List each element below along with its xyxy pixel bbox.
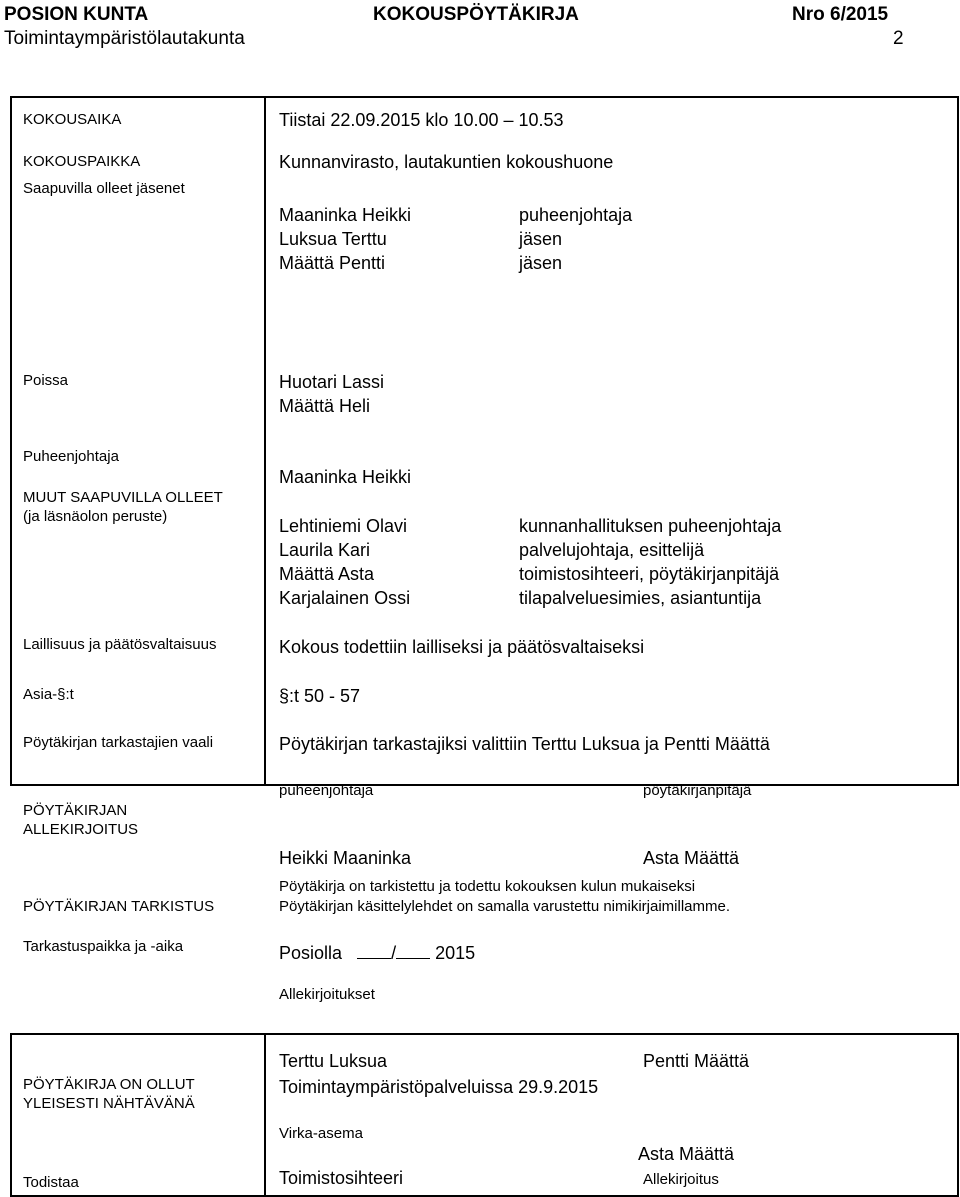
meeting-time-label: KOKOUSAIKA [23,111,122,128]
items-value: §:t 50 - 57 [279,686,361,706]
other-name: Määttä Asta [279,564,375,584]
board-name: Toimintaympäristölautakunta [4,28,245,49]
municipality-name: POSION KUNTA [4,4,149,25]
other-name: Lehtiniemi Olavi [279,516,408,536]
signature-section-label-2: ALLEKIRJOITUS [23,821,139,838]
other-role: kunnanhallituksen puheenjohtaja [519,516,782,536]
absent-member: Määttä Heli [279,396,371,416]
absent-member: Huotari Lassi [279,372,385,392]
display-box [10,1033,959,1197]
signer-position: Toimistosihteeri [279,1168,404,1188]
member-role: jäsen [519,229,563,249]
display-label: PÖYTÄKIRJA ON OLLUT [23,1076,195,1093]
inspector-2-name: Pentti Määttä [643,1051,750,1071]
legality-value: Kokous todettiin lailliseksi ja päätösvaltaiseksi [279,637,645,657]
display-location-date: Toimintaympäristöpalveluissa 29.9.2015 [279,1077,599,1097]
inspection-text-2: Pöytäkirjan käsittelylehdet on samalla varustettu nimikirjaimillamme. [279,898,731,915]
absent-members [279,370,384,418]
page-number: 2 [893,28,904,49]
secretary-role-caption: pöytäkirjanpitäjä [643,782,752,799]
chair-role-caption: puheenjohtaja [279,782,374,799]
inspection-place-date [279,943,475,964]
other-name: Karjalainen Ossi [279,588,411,608]
member-role: puheenjohtaja [519,205,633,225]
others-names [279,514,410,610]
signatures-label: Allekirjoitukset [279,986,375,1003]
others-basis-label: (ja läsnäolon peruste) [23,508,168,525]
chair-label: Puheenjohtaja [23,448,119,465]
other-role: tilapalveluesimies, asiantuntija [519,588,762,608]
present-members-roles [519,203,632,275]
others-roles [519,514,781,610]
inspection-text-1: Pöytäkirja on tarkistettu ja todettu kokouksen kulun mukaiseksi [279,878,696,895]
inspection-label: PÖYTÄKIRJAN TARKISTUS [23,898,215,915]
date-separator: / [391,943,397,963]
present-members-label: Saapuvilla olleet jäsenet [23,180,185,197]
member-role: jäsen [519,253,563,273]
member-name: Maaninka Heikki [279,205,412,225]
meeting-info-box [10,96,959,786]
chair-value: Maaninka Heikki [279,467,412,487]
column-divider-bottom [264,1033,266,1197]
inspection-place-time-label: Tarkastuspaikka ja -aika [23,938,184,955]
present-members-names [279,203,411,275]
member-name: Luksua Terttu [279,229,387,249]
other-name: Laurila Kari [279,540,371,560]
secretary-signature-name: Asta Määttä [643,848,740,868]
day-blank [357,944,391,959]
absent-label: Poissa [23,372,69,389]
display-label-2: YLEISESTI NÄHTÄVÄNÄ [23,1095,195,1112]
position-label: Virka-asema [279,1125,363,1142]
inspectors-value: Pöytäkirjan tarkastajiksi valittiin Terttu Luksua ja Pentti Määttä [279,734,770,754]
meeting-place-value: Kunnanvirasto, lautakuntien kokoushuone [279,152,614,172]
inspection-year: 2015 [435,943,476,963]
month-blank [396,944,430,959]
items-label: Asia-§:t [23,686,74,703]
inspectors-label: Pöytäkirjan tarkastajien vaali [23,734,214,751]
member-name: Määttä Pentti [279,253,386,273]
document-number: Nro 6/2015 [792,4,889,25]
document-type: KOKOUSPÖYTÄKIRJA [373,4,579,25]
signature-section-label: PÖYTÄKIRJAN [23,802,128,819]
inspector-1-name: Terttu Luksua [279,1051,388,1071]
inspection-place: Posiolla [279,943,343,963]
others-label: MUUT SAAPUVILLA OLLEET [23,489,223,506]
other-role: palvelujohtaja, esittelijä [519,540,705,560]
legality-label: Laillisuus ja päätösvaltaisuus [23,636,217,653]
meeting-time-value: Tiistai 22.09.2015 klo 10.00 – 10.53 [279,110,564,130]
column-divider [264,96,266,786]
signer-name: Asta Määttä [638,1144,735,1164]
meeting-place-label: KOKOUSPAIKKA [23,153,141,170]
other-role: toimistosihteeri, pöytäkirjanpitäjä [519,564,780,584]
certify-label: Todistaa [23,1174,79,1191]
chair-signature-name: Heikki Maaninka [279,848,412,868]
signature-caption: Allekirjoitus [643,1171,719,1188]
